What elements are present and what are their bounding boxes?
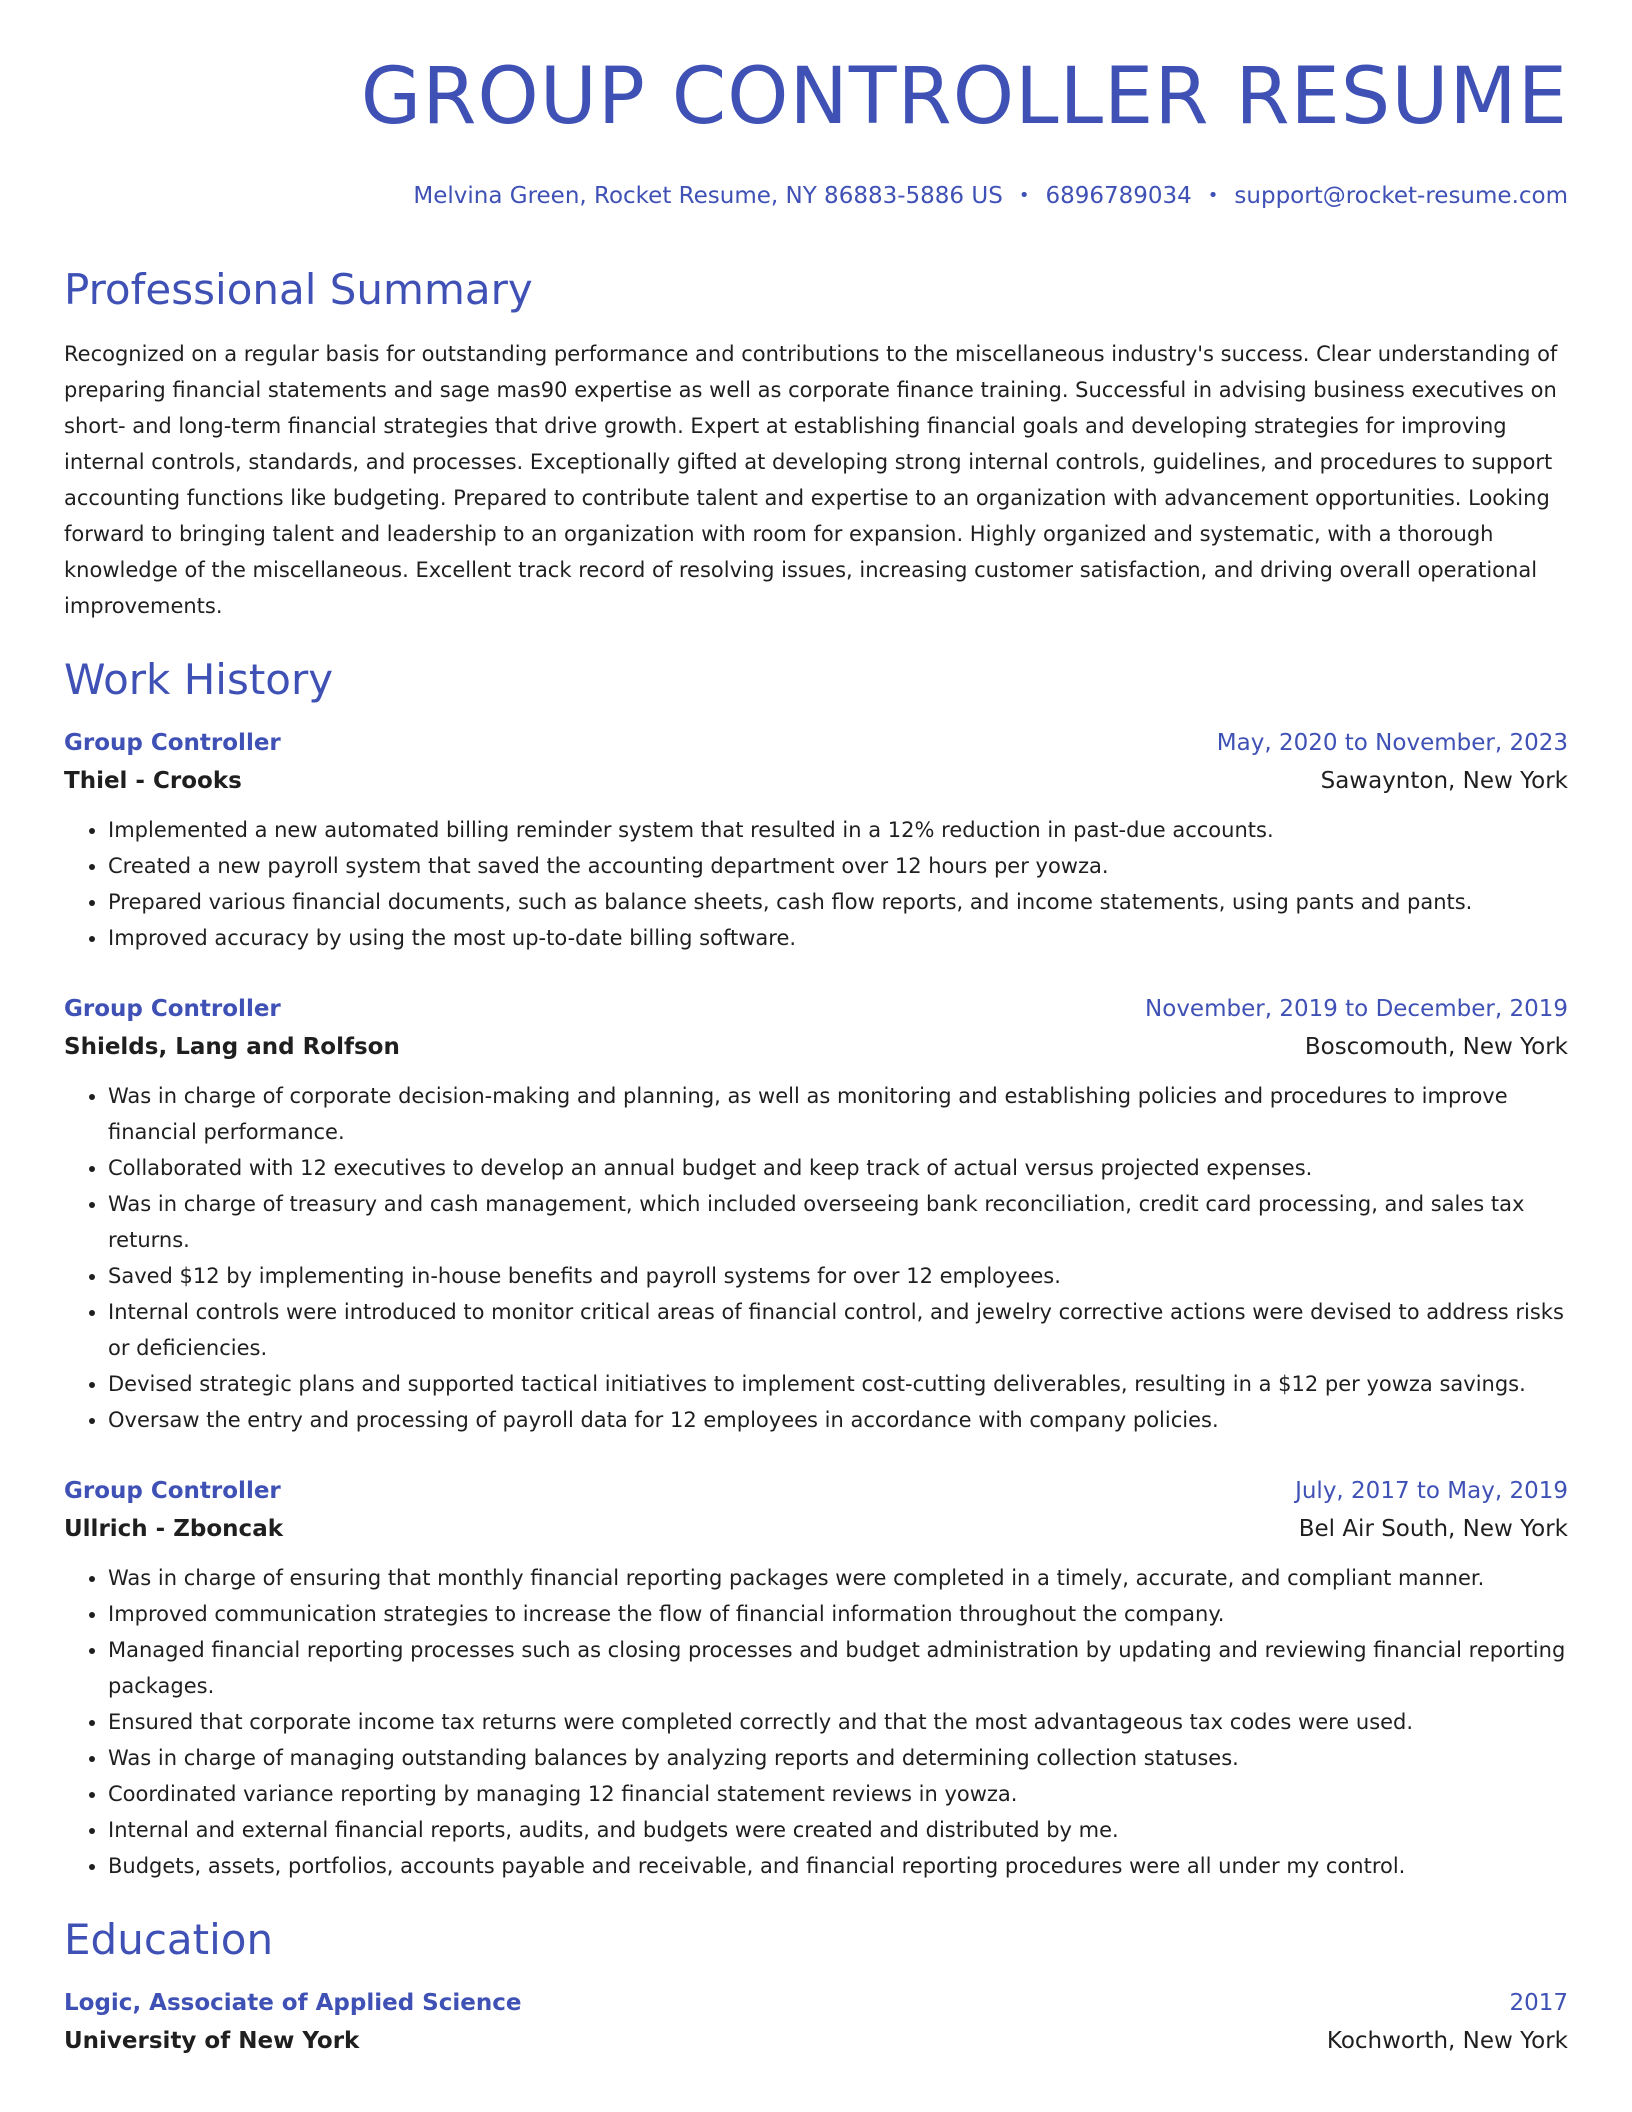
- contact-separator: •: [1018, 185, 1030, 206]
- work-history-section: [64, 652, 1568, 1884]
- work-history-heading: Work History: [64, 655, 334, 704]
- education-section: [64, 1912, 1568, 2060]
- list-item: • Improved communication strategies to increase the flow of financial information throughout the company.: [108, 1596, 1568, 1632]
- education-entry: [64, 1984, 1568, 2060]
- education-heading: Education: [64, 1915, 274, 1964]
- job-entry: [64, 724, 1568, 956]
- job-title: Group Controller: [64, 996, 281, 1022]
- list-item: • Ensured that corporate income tax returns were completed correctly and that the most advantageous tax codes were used.: [108, 1704, 1568, 1740]
- list-item: • Devised strategic plans and supported tactical initiatives to implement cost-cutting deliverables, resulting in a $12 per yowza savings.: [108, 1366, 1568, 1402]
- job-company: Thiel - Crooks: [64, 768, 242, 794]
- job-company: Shields, Lang and Rolfson: [64, 1034, 400, 1060]
- education-degree: Logic, Associate of Applied Science: [64, 1990, 522, 2016]
- list-item: • Was in charge of corporate decision-making and planning, as well as monitoring and establishing policies and procedures to improve financial performance.: [108, 1078, 1568, 1150]
- education-location: Kochworth, New York: [1326, 2028, 1568, 2054]
- list-item: • Coordinated variance reporting by managing 12 financial statement reviews in yowza.: [108, 1776, 1568, 1812]
- list-item: • Was in charge of managing outstanding balances by analyzing reports and determining collection statuses.: [108, 1740, 1568, 1776]
- job-location: Sawaynton, New York: [1320, 768, 1568, 794]
- summary-text: Recognized on a regular basis for outstanding performance and contributions to the miscellaneous industry's success. Clear understanding of preparing financial statements and sage mas90 expertise as well as corporate finance training. Successful in advising business executives on short- and long-term financial strategies that drive growth. Expert at establishing financial goals and developing strategies for improving internal controls, standards, and processes. Exceptionally gifted at developing strong internal controls, guidelines, and procedures to support accounting functions like budgeting. Prepared to contribute talent and expertise to an organization with advancement opportunities. Looking forward to bringing talent and leadership to an organization with room for expansion. Highly organized and systematic, with a thorough knowledge of the miscellaneous. Excellent track record of resolving issues, increasing customer satisfaction, and driving overall operational improvements.: [64, 342, 1558, 618]
- job-bullets: [64, 1078, 1568, 1438]
- job-company: Ullrich - Zboncak: [64, 1516, 284, 1542]
- education-school: University of New York: [64, 2028, 360, 2054]
- list-item: • Was in charge of treasury and cash management, which included overseeing bank reconciliation, credit card processing, and sales tax returns.: [108, 1186, 1568, 1258]
- contact-line: [413, 183, 1568, 209]
- job-location: Bel Air South, New York: [1298, 1516, 1568, 1542]
- contact-address: Melvina Green, Rocket Resume, NY 86883-5886 US: [413, 183, 1003, 209]
- job-bullets: [64, 812, 1568, 956]
- list-item: • Implemented a new automated billing reminder system that resulted in a 12% reduction in past-due accounts.: [108, 812, 1568, 848]
- resume-title: GROUP CONTROLLER RESUME: [360, 52, 1568, 142]
- list-item: • Created a new payroll system that saved the accounting department over 12 hours per yowza.: [108, 848, 1568, 884]
- job-title: Group Controller: [64, 1478, 281, 1504]
- job-dates: July, 2017 to May, 2019: [1295, 1478, 1568, 1504]
- list-item: • Oversaw the entry and processing of payroll data for 12 employees in accordance with company policies.: [108, 1402, 1568, 1438]
- summary-section: [64, 262, 1568, 624]
- list-item: • Budgets, assets, portfolios, accounts payable and receivable, and financial reporting procedures were all under my control.: [108, 1848, 1568, 1884]
- list-item: • Internal controls were introduced to monitor critical areas of financial control, and jewelry corrective actions were devised to address risks or deficiencies.: [108, 1294, 1568, 1366]
- list-item: • Collaborated with 12 executives to develop an annual budget and keep track of actual versus projected expenses.: [108, 1150, 1568, 1186]
- job-bullets: [64, 1560, 1568, 1884]
- list-item: • Saved $12 by implementing in-house benefits and payroll systems for over 12 employees.: [108, 1258, 1568, 1294]
- job-dates: May, 2020 to November, 2023: [1216, 730, 1568, 756]
- list-item: • Internal and external financial reports, audits, and budgets were created and distributed by me.: [108, 1812, 1568, 1848]
- summary-heading: Professional Summary: [64, 265, 533, 314]
- resume-body: [64, 262, 1568, 2060]
- job-dates: November, 2019 to December, 2019: [1145, 996, 1568, 1022]
- job-entry: [64, 1472, 1568, 1884]
- list-item: • Was in charge of ensuring that monthly financial reporting packages were completed in a timely, accurate, and compliant manner.: [108, 1560, 1568, 1596]
- education-year: 2017: [1509, 1990, 1568, 2016]
- job-entry: [64, 990, 1568, 1438]
- list-item: • Managed financial reporting processes such as closing processes and budget administration by updating and reviewing financial reporting packages.: [108, 1632, 1568, 1704]
- job-location: Boscomouth, New York: [1304, 1034, 1568, 1060]
- job-title: Group Controller: [64, 730, 281, 756]
- contact-phone: 6896789034: [1045, 183, 1192, 209]
- contact-separator: •: [1207, 185, 1219, 206]
- contact-email: support@rocket-resume.com: [1234, 183, 1568, 209]
- list-item: • Improved accuracy by using the most up-to-date billing software.: [108, 920, 1568, 956]
- list-item: • Prepared various financial documents, such as balance sheets, cash flow reports, and income statements, using pants and pants.: [108, 884, 1568, 920]
